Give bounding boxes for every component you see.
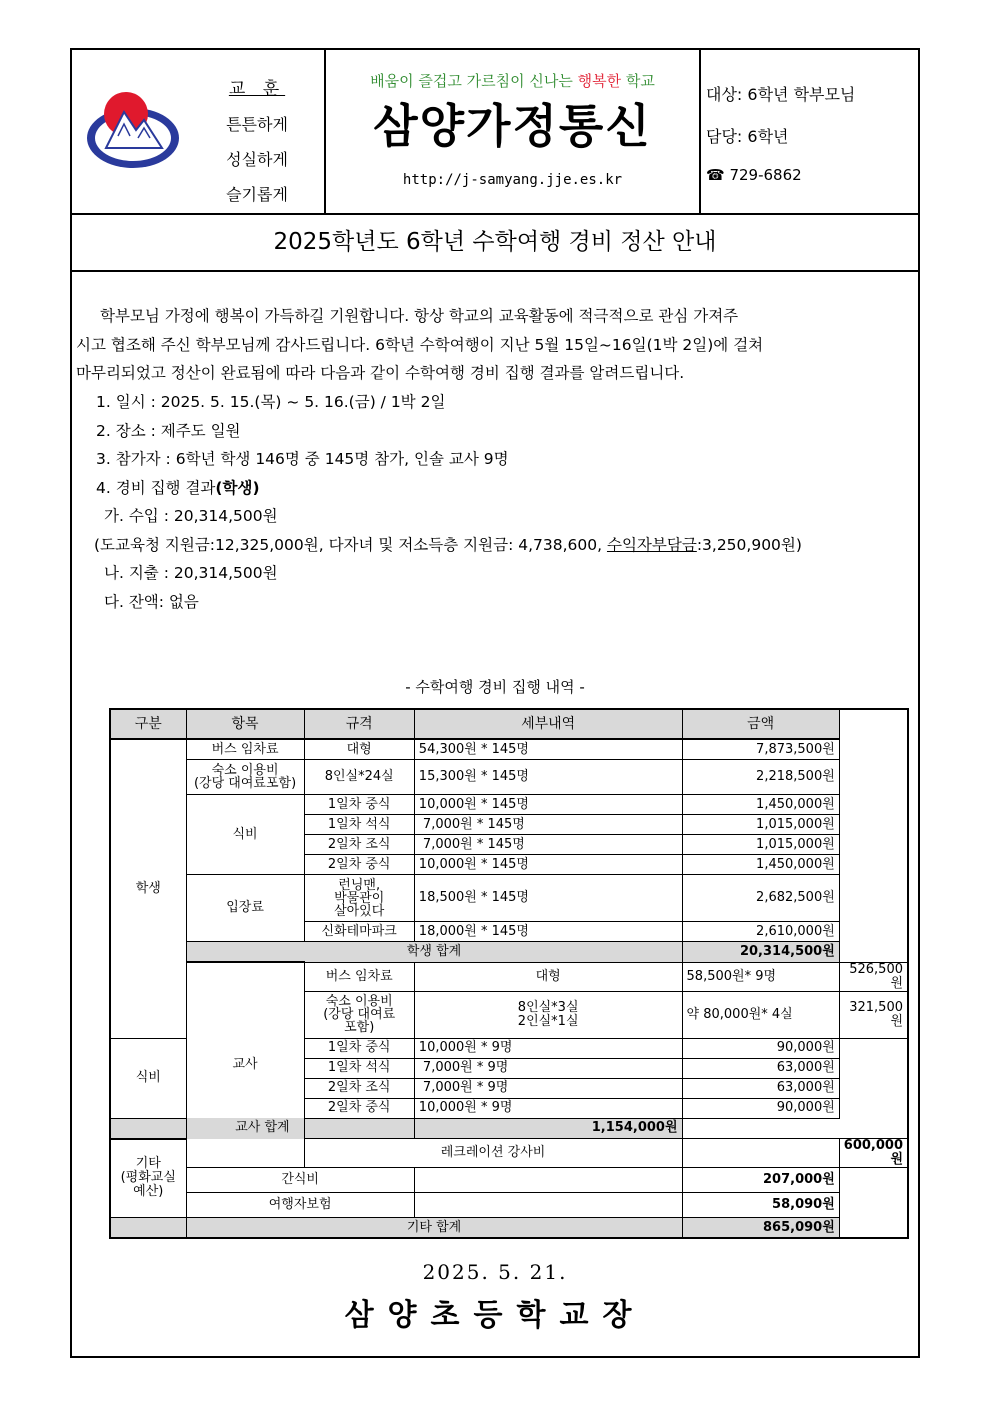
target-audience: 대상: 6학년 학부모님 (706, 85, 856, 104)
amount-cell: 90,000원 (682, 1038, 839, 1058)
detail-cell: 18,500원 * 145명 (414, 875, 682, 922)
spec-cell: 1일차 석식 (304, 1058, 414, 1078)
detail-cell: 7,000원 * 145명 (414, 835, 682, 855)
school-logo (84, 90, 182, 172)
motto-line: 성실하게 (226, 150, 288, 169)
table-header-row (110, 709, 908, 739)
table-row (110, 962, 908, 991)
intro-line: 시고 협조해 주신 학부모님께 감사드립니다. 6학년 수학여행이 지난 5월 15일~16일(1박 2일)에 걸쳐 (76, 335, 764, 354)
amount-cell: 7,873,500원 (682, 739, 839, 760)
subtotal-amount: 865,090원 (682, 1218, 839, 1239)
header-divider (699, 50, 701, 213)
item-cell: 레크레이션 강사비 (304, 1139, 682, 1168)
spec-cell: 대형 (414, 962, 682, 991)
amount-cell: 526,500원 (839, 962, 908, 991)
intro-line: 마무리되었고 정산이 완료됨에 따라 다음과 같이 수학여행 경비 집행 결과를 알려드립니다. (76, 364, 685, 382)
table-row (110, 1193, 908, 1218)
item-cell: 버스 임차료 (304, 962, 414, 991)
newsletter-title: 삼양가정통신 (373, 99, 652, 153)
phone-number: ☎ 729-6862 (706, 166, 802, 184)
amount-cell: 207,000원 (682, 1168, 839, 1193)
subtotal-amount: 20,314,500원 (682, 942, 839, 963)
category-cell: 교사 (186, 962, 304, 1168)
subtotal-label: 교사 합계 (110, 1118, 414, 1139)
detail-cell: 10,000원 * 145명 (414, 855, 682, 875)
spec-cell: 2일차 조식 (304, 1078, 414, 1098)
column-header: 항목 (186, 709, 304, 739)
detail-cell: 15,300원 * 145명 (414, 760, 682, 795)
detail-cell: 10,000원 * 9명 (414, 1098, 682, 1118)
detail-cell: 7,000원 * 9명 (414, 1058, 682, 1078)
amount-cell: 600,000원 (839, 1139, 908, 1168)
newsletter-frame (70, 48, 920, 1358)
spec-cell: 8인실*3실 2인실*1실 (414, 991, 682, 1038)
subtotal-label: 학생 합계 (186, 942, 682, 963)
spec-cell: 런닝맨, 박물관이 살아있다 (304, 875, 414, 922)
item-cell: 숙소 이용비 (강당 대여료 포함) (304, 991, 414, 1038)
page-title: 2025학년도 6학년 수학여행 경비 정산 안내 (72, 215, 918, 272)
detail-cell: 18,000원 * 145명 (414, 922, 682, 942)
subtotal-amount: 1,154,000원 (414, 1118, 682, 1139)
spec-cell: 신화테마파크 (304, 922, 414, 942)
details-list (96, 388, 802, 616)
detail-cell (414, 1168, 682, 1193)
subtotal-row (110, 942, 908, 963)
subtotal-row (110, 1118, 908, 1139)
detail-cell (682, 1139, 839, 1168)
income-detail-text: (도교육청 지원금:12,325,000원, 다자녀 및 저소득층 지원금: 4,738,600, (94, 535, 607, 554)
intro-paragraph (76, 302, 916, 388)
spec-cell: 8인실*24실 (304, 760, 414, 795)
result-label: 4. 경비 집행 결과 (96, 478, 216, 497)
income-detail (94, 531, 802, 560)
item-cell: 버스 임차료 (186, 739, 304, 760)
income-detail-underline: 수익자부담금 (606, 535, 697, 554)
table-row (110, 739, 908, 760)
issue-date: 2025. 5. 21. (422, 1260, 568, 1284)
newsletter-header (72, 50, 918, 215)
motto-title: 교 훈 (228, 79, 286, 99)
motto-line: 슬기롭게 (226, 185, 288, 204)
spec-cell: 2일차 조식 (304, 835, 414, 855)
table-row (110, 795, 908, 815)
amount-cell: 58,090원 (682, 1193, 839, 1218)
column-header: 구분 (110, 709, 186, 739)
column-header: 세부내역 (414, 709, 682, 739)
item-result (96, 474, 802, 503)
subtotal-row (110, 1218, 908, 1239)
category-cell: 학생 (110, 739, 186, 1038)
slogan-text-end: 학교 (621, 72, 655, 90)
category-cell: 기타 (평화교실 예산) (110, 1139, 186, 1218)
amount-cell: 321,500원 (839, 991, 908, 1038)
slogan-text: 배움이 즐겁고 가르침이 신나는 (370, 72, 578, 90)
school-slogan (326, 70, 699, 91)
item-balance: 다. 잔액: 없음 (104, 592, 199, 611)
item-date: 1. 일시 : 2025. 5. 15.(목) ~ 5. 16.(금) / 1박 2일 (96, 393, 446, 411)
item-place: 2. 장소 : 제주도 일원 (96, 421, 241, 440)
item-participants: 3. 참가자 : 6학년 학생 146명 중 145명 참가, 인솔 교사 9명 (96, 450, 509, 468)
category-cell (110, 1218, 186, 1239)
item-cell: 여행자보험 (186, 1193, 414, 1218)
amount-cell: 63,000원 (682, 1058, 839, 1078)
table-row (110, 1168, 908, 1193)
amount-cell: 2,610,000원 (682, 922, 839, 942)
school-motto (212, 72, 302, 212)
column-header: 금액 (682, 709, 839, 739)
amount-cell: 90,000원 (682, 1098, 839, 1118)
amount-cell: 1,015,000원 (682, 815, 839, 835)
table-row (110, 760, 908, 795)
table-row (110, 875, 908, 922)
contact-person: 담당: 6학년 (706, 127, 789, 146)
item-cell: 식비 (186, 795, 304, 875)
subtotal-label: 기타 합계 (186, 1218, 682, 1239)
detail-cell: 7,000원 * 145명 (414, 815, 682, 835)
detail-cell: 10,000원 * 145명 (414, 795, 682, 815)
spec-cell: 1일차 석식 (304, 815, 414, 835)
income-detail-end: :3,250,900원) (696, 535, 802, 554)
detail-cell: 약 80,000원* 4실 (682, 991, 839, 1038)
detail-cell (414, 1193, 682, 1218)
detail-cell: 7,000원 * 9명 (414, 1078, 682, 1098)
item-income: 가. 수입 : 20,314,500원 (104, 507, 278, 525)
spec-cell: 대형 (304, 739, 414, 760)
intro-line: 학부모님 가정에 행복이 가득하길 기원합니다. 항상 학교의 교육활동에 적극적으로 관심 가져주 (100, 307, 739, 325)
item-cell: 숙소 이용비 (강당 대여료포함) (186, 760, 304, 795)
item-expense: 나. 지출 : 20,314,500원 (104, 564, 278, 582)
slogan-happy: 행복한 (577, 72, 622, 90)
column-header: 규격 (304, 709, 414, 739)
spec-cell: 2일차 중식 (304, 855, 414, 875)
spec-cell: 1일차 중식 (304, 1038, 414, 1058)
item-cell: 입장료 (186, 875, 304, 942)
amount-cell: 1,450,000원 (682, 795, 839, 815)
detail-cell: 54,300원 * 145명 (414, 739, 682, 760)
spec-cell: 1일차 중식 (304, 795, 414, 815)
table-caption: - 수학여행 경비 집행 내역 - (405, 678, 585, 696)
amount-cell: 2,682,500원 (682, 875, 839, 922)
spec-cell: 2일차 중식 (304, 1098, 414, 1118)
school-url[interactable]: http://j-samyang.jje.es.kr (402, 172, 623, 188)
result-bold: (학생) (215, 478, 260, 497)
item-cell: 식비 (110, 1038, 186, 1118)
principal-signature: 삼양초등학교장 (344, 1298, 646, 1333)
amount-cell: 1,015,000원 (682, 835, 839, 855)
expense-table (109, 708, 909, 1239)
detail-cell: 10,000원 * 9명 (414, 1038, 682, 1058)
amount-cell: 1,450,000원 (682, 855, 839, 875)
motto-line: 튼튼하게 (226, 115, 288, 134)
detail-cell: 58,500원* 9명 (682, 962, 839, 991)
amount-cell: 63,000원 (682, 1078, 839, 1098)
amount-cell: 2,218,500원 (682, 760, 839, 795)
item-cell: 간식비 (186, 1168, 414, 1193)
